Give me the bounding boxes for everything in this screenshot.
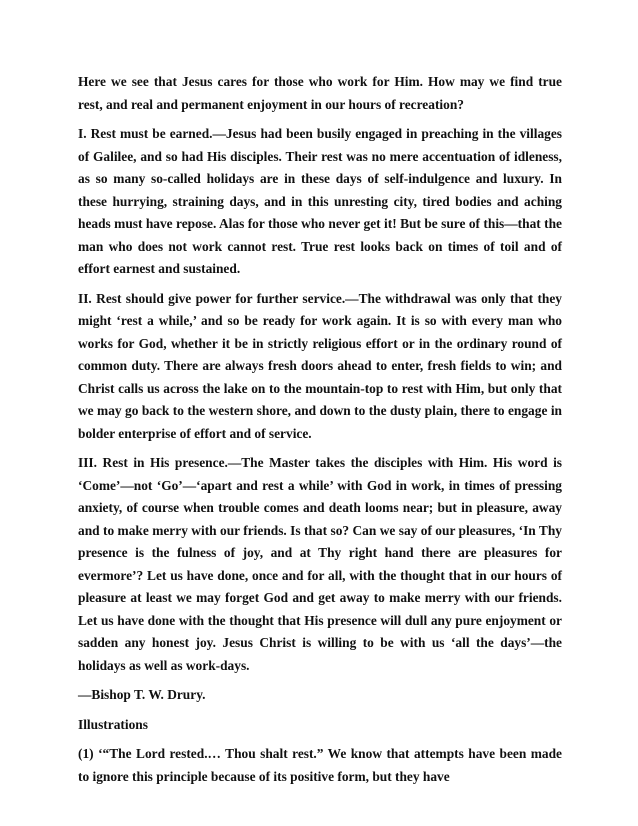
section-three-paragraph: III. Rest in His presence.—The Master takes the disciples with Him. His word is ‘Come’—not ‘Go’—‘apart and rest a while’ with God in work, in times of pressing anxiety, of course when trouble comes and death looms near; but in pleasure, away and to make merry with our friends. Is that so? Can we say of our pleasures, ‘In Thy presence is the fulness of joy, and at Thy right hand there are pleasures for evermore’? Let us have done, once and for all, with the thought that in our hours of pleasure at least we may forget God and get away to make merry with our friends. Let us have done with the thought that His presence will dull any pure enjoyment or sadden any honest joy. Jesus Christ is willing to be with us ‘all the days’—the holidays as well as work-days. (78, 455, 562, 673)
author-attribution: —Bishop T. W. Drury. (78, 687, 206, 702)
illustrations-heading: Illustrations (78, 716, 148, 732)
document-page (78, 71, 562, 788)
section-one-paragraph: I. Rest must be earned.—Jesus had been busily engaged in preaching in the villages of Galilee, and so had His disciples. Their rest was no mere accentuation of idleness, as so many so-called holidays are in these days of self-indulgence and luxury. In these hurrying, straining days, and in this unresting city, tired bodies and aching heads must have repose. Alas for those who never get it! But be sure of this—that the man who does not work cannot rest. True rest looks back on times of toil and of effort earnest and sustained. (78, 126, 562, 276)
section-two-paragraph: II. Rest should give power for further service.—The withdrawal was only that they might ‘rest a while,’ and so be ready for work again. It is so with every man who works for God, whether it be in strictly religious effort or in the ordinary round of common duty. There are always fresh doors ahead to enter, fresh fields to win; and Christ calls us across the lake on to the mountain-top to rest with Him, but only that we may go back to the western shore, and down to the dusty plain, there to engage in bolder enterprise of effort and of service. (78, 290, 562, 441)
intro-paragraph: Here we see that Jesus cares for those who work for Him. How may we find true rest, and real and permanent enjoyment in our hours of recreation? (78, 74, 562, 112)
illustration-one-paragraph: (1) ‘“The Lord rested.… Thou shalt rest.” We know that attempts have been made to ignore this principle because of its positive form, but they have (78, 746, 562, 784)
